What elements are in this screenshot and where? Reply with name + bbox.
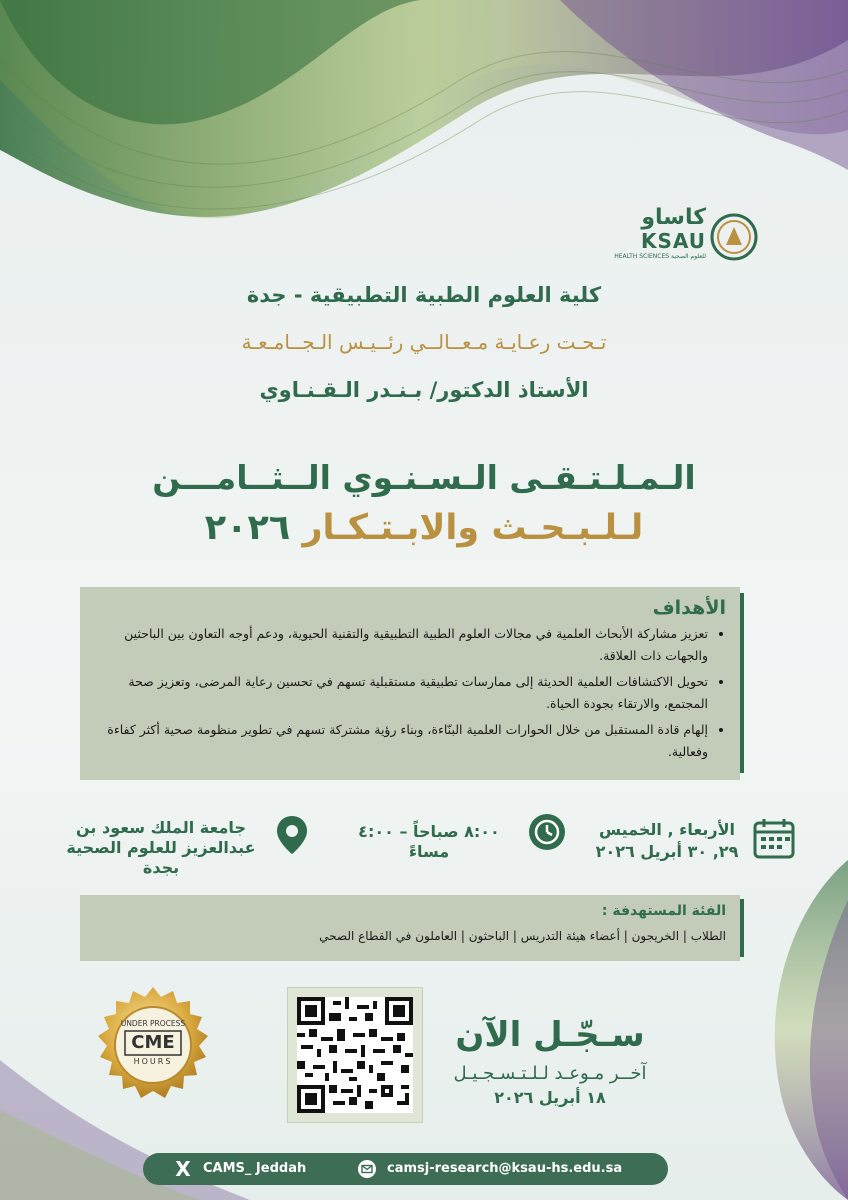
college-name: كلية العلوم الطبية التطبيقية - جدة <box>246 283 602 307</box>
qr-code-frame[interactable] <box>287 987 423 1123</box>
calendar-icon <box>752 816 796 860</box>
patronage-line: تـحـت رعـايـة مـعــالــي رئــيـس الـجــامـعـة <box>241 330 607 354</box>
qr-code-icon <box>297 997 413 1113</box>
logo-arabic: كاساو <box>641 205 706 230</box>
logo-sub: HEALTH SCIENCES للعلوم الصحية <box>614 253 706 260</box>
contact-footer <box>143 1153 668 1185</box>
email-icon <box>358 1160 376 1178</box>
audience-box <box>80 895 740 961</box>
location-info <box>60 812 310 877</box>
logo-latin: KSAU <box>640 229 706 253</box>
register-now[interactable]: سـجّـل الآن <box>455 1015 645 1055</box>
location-line1: جامعة الملك سعود بن <box>76 818 246 837</box>
goal-item: • تحويل الاكتشافات العلمية الحديثة إلى ممارسات تطبيقية مستقبلية تسهم في تحسين رعاية المرضى، وتعزيز صحة المجتمع، والارتقاء بجودة الحياة. <box>94 671 708 715</box>
cme-main: CME <box>131 1032 175 1053</box>
deadline-label: آخــر مـوعـد لـلـتـسـجـيـل <box>453 1063 647 1084</box>
goal-item: • إلهام قادة المستقبل من خلال الحوارات العلمية البنّاءة، وبناء رؤية مشتركة تسهم في تطوير منظومة صحية أكثر كفاءة وفعالية. <box>94 719 708 763</box>
subtitle-gold: لـلـبـحـث والابـتـكـار <box>302 508 644 548</box>
forum-subtitle <box>0 508 848 548</box>
location-line2: عبدالعزيز للعلوم الصحية بجدة <box>66 838 256 877</box>
cme-bottom: HOURS <box>133 1057 173 1066</box>
contact-email[interactable]: camsj-research@ksau-hs.edu.sa <box>387 1161 623 1176</box>
goals-heading: الأهداف <box>652 597 726 619</box>
ksau-emblem-icon <box>710 213 758 261</box>
audience-heading: الفئة المستهدفة : <box>601 903 726 919</box>
x-handle[interactable]: CAMS_ Jeddah <box>203 1161 307 1176</box>
cme-seal <box>88 985 218 1115</box>
goals-accent <box>740 593 744 773</box>
event-dates: ٢٩, ٣٠ أبريل ٢٠٢٦ <box>595 842 739 861</box>
event-days: الأربعاء , الخميس <box>599 820 735 839</box>
time-info <box>335 812 565 862</box>
goals-box <box>80 587 740 780</box>
dates-info <box>590 812 800 872</box>
ksau-logo <box>614 205 758 265</box>
forum-year: ٢٠٢٦ <box>204 508 291 548</box>
audience-list: الطلاب | الخريجون | أعضاء هيئة التدريس | الباحثون | العاملون في القطاع الصحي <box>319 929 726 943</box>
x-logo-icon: X <box>175 1157 191 1181</box>
goal-item: • تعزيز مشاركة الأبحاث العلمية في مجالات العلوم الطبية التطبيقية والتقنية الحيوية، ودعم أوجه التعاون بين الباحثين والجهات ذات العلاقة. <box>94 623 708 667</box>
cme-top: UNDER PROCESS <box>120 1019 186 1028</box>
clock-icon <box>529 814 565 850</box>
deadline-date: ١٨ أبريل ٢٠٢٦ <box>494 1088 606 1107</box>
goals-list <box>94 623 726 763</box>
patron-name: الأستاذ الدكتور/ بـنـدر الـقـنـاوي <box>259 378 589 402</box>
audience-accent <box>740 899 744 957</box>
forum-title: الـمـلـتـقـى الـسـنـوي الــثــامـــن <box>152 458 696 497</box>
event-time: ٨:٠٠ صباحاً – ٤:٠٠ مساءً <box>358 822 500 861</box>
location-pin-icon <box>274 814 310 858</box>
